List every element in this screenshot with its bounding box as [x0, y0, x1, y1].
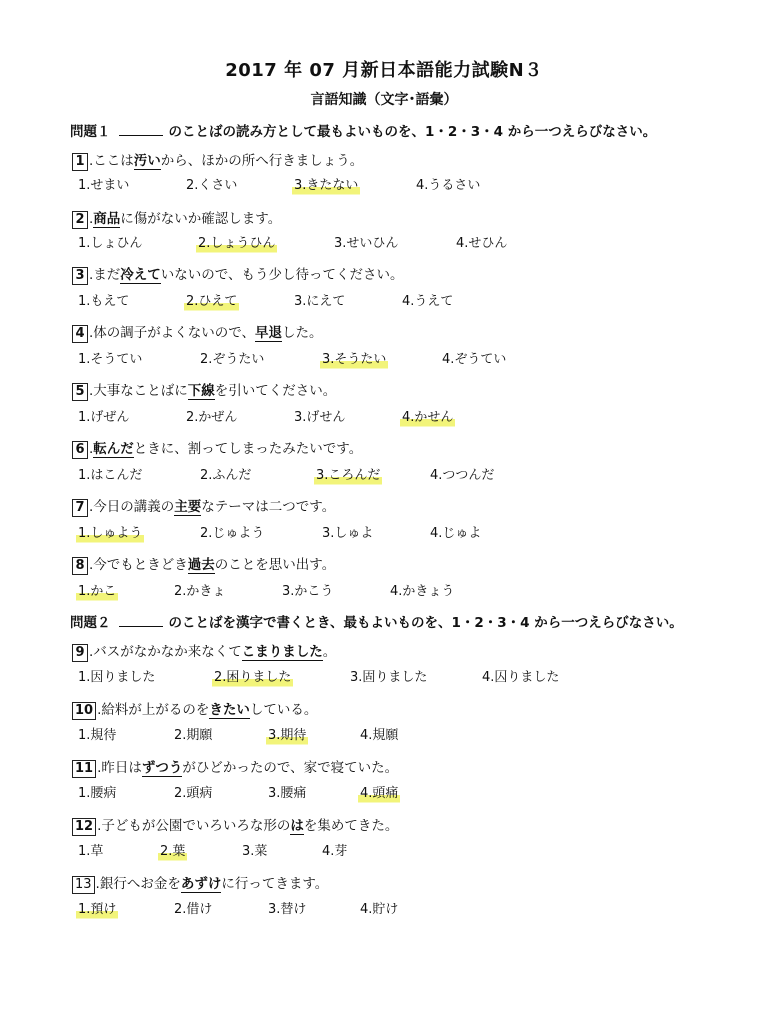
answer-option: 1.腰病 [78, 786, 117, 801]
highlighted-answer-option: 2.しょうひん [196, 234, 277, 254]
highlighted-answer-option: 1.預け [76, 900, 118, 920]
question-text-after: に行ってきます。 [221, 876, 329, 892]
answer-option: 2.じゅよう [200, 526, 265, 541]
question-7 [72, 496, 335, 518]
answer-options-3 [76, 292, 716, 312]
underlined-word: 汚い [133, 153, 161, 169]
highlighted-answer-option: 4.頭痛 [358, 784, 400, 804]
underlined-word: 過去 [187, 557, 215, 573]
question-text-after: 。 [322, 644, 337, 660]
answer-options-5 [76, 408, 716, 428]
page-subtitle: 言語知識（文字･語彙） [310, 92, 458, 108]
question-text-before: .銀行へお金を [95, 876, 181, 892]
highlighted-answer-option: 2.困りました [212, 668, 293, 688]
answer-blank [119, 614, 163, 627]
section-label: 問題１ [70, 124, 111, 140]
answer-option: 4.貯け [360, 902, 399, 917]
question-text-before: .昨日は [97, 760, 142, 776]
question-text-after: のことを思い出す。 [214, 557, 336, 573]
question-number-box: 9 [72, 644, 88, 662]
question-3 [72, 264, 404, 286]
answer-option: 2.期願 [174, 728, 213, 743]
answer-option: 1.もえて [78, 294, 130, 309]
answer-option: 1.そうてい [78, 352, 143, 367]
question-text-after: から、ほかの所へ行きましょう。 [160, 153, 364, 169]
question-number-box: 12 [72, 818, 96, 836]
answer-options-1 [76, 176, 716, 196]
question-13 [72, 873, 328, 895]
answer-option: 1.しょひん [78, 236, 143, 251]
question-number-box: 2 [72, 211, 88, 229]
underlined-word: 主要 [174, 499, 202, 515]
answer-option: 4.つつんだ [430, 468, 495, 483]
question-number-box: 11 [72, 760, 96, 778]
question-text-before: .ここは [89, 153, 134, 169]
question-text-before: .給料が上がるのを [97, 702, 210, 718]
answer-option: 4.うえて [402, 294, 454, 309]
question-text-before: .大事なことばに [89, 383, 188, 399]
underlined-word: 下線 [187, 383, 215, 399]
underlined-word: 冷えて [120, 267, 161, 283]
answer-option: 2.頭病 [174, 786, 213, 801]
question-number-box: 1 [72, 153, 88, 171]
question-text-before: . [89, 441, 94, 457]
highlighted-answer-option: 4.かせん [400, 408, 455, 428]
answer-options-7 [76, 524, 716, 544]
question-text-after: を引いてください。 [214, 383, 337, 399]
question-text-after: がひどかったので、家で寝ていた。 [182, 760, 399, 776]
question-6 [72, 438, 362, 460]
answer-option: 1.草 [78, 844, 104, 859]
answer-option: 4.せひん [456, 236, 508, 251]
highlighted-answer-option: 2.ひえて [184, 292, 239, 312]
answer-option: 2.ぞうたい [200, 352, 265, 367]
question-text-before: . [89, 211, 94, 227]
answer-option: 3.腰痛 [268, 786, 307, 801]
highlighted-answer-option: 3.ころんだ [314, 466, 382, 486]
answer-option: 4.じゅよ [430, 526, 482, 541]
underlined-word: 転んだ [93, 441, 134, 457]
question-8 [72, 554, 335, 576]
answer-option: 3.固りました [350, 670, 428, 685]
answer-options-10 [76, 726, 716, 746]
underlined-word: あずけ [180, 876, 222, 892]
answer-option: 3.にえて [294, 294, 346, 309]
section-label: 問題２ [70, 615, 111, 631]
answer-option: 4.うるさい [416, 178, 481, 193]
answer-blank [119, 123, 163, 136]
answer-options-11 [76, 784, 716, 804]
answer-option: 4.芽 [322, 844, 348, 859]
answer-option: 3.替け [268, 902, 307, 917]
question-number-box: 10 [72, 702, 96, 720]
answer-option: 2.くさい [186, 178, 238, 193]
underlined-word: 早退 [255, 325, 283, 341]
question-number-box: 4 [72, 325, 88, 343]
answer-option: 4.ぞうてい [442, 352, 507, 367]
underlined-word: ずつう [141, 760, 183, 776]
highlighted-answer-option: 1.しゅよう [76, 524, 144, 544]
underlined-word: こまりました [241, 644, 323, 660]
answer-option: 1.せまい [78, 178, 130, 193]
answer-option: 2.かきょ [174, 584, 226, 599]
question-text-after: なテーマは二つです。 [201, 499, 336, 515]
answer-option: 3.しゅよ [322, 526, 374, 541]
answer-options-6 [76, 466, 716, 486]
question-number-box: 13 [72, 876, 95, 894]
answer-option: 1.因りました [78, 670, 156, 685]
answer-option: 2.かぜん [186, 410, 238, 425]
question-text-after: ときに、割ってしまったみたいです。 [133, 441, 363, 457]
answer-option: 3.げせん [294, 410, 346, 425]
question-text-before: .まだ [89, 267, 121, 283]
answer-options-9 [76, 668, 716, 688]
question-text-before: .バスがなかなか来なくて [89, 644, 242, 660]
answer-option: 1.はこんだ [78, 468, 143, 483]
question-number-box: 3 [72, 267, 88, 285]
question-10 [72, 699, 317, 721]
answer-option: 4.囚りました [482, 670, 560, 685]
underlined-word: 商品 [93, 211, 121, 227]
highlighted-answer-option: 1.かこ [76, 582, 118, 602]
answer-option: 1.規待 [78, 728, 117, 743]
answer-option: 1.げぜん [78, 410, 130, 425]
answer-option: 3.菜 [242, 844, 268, 859]
answer-option: 4.かきょう [390, 584, 455, 599]
page-title: 2017 年 07 月新日本語能力試験N３ [225, 60, 543, 81]
highlighted-answer-option: 2.葉 [158, 842, 187, 862]
question-9 [72, 641, 336, 663]
section-heading-1 [70, 120, 656, 140]
answer-option: 3.せいひん [334, 236, 399, 251]
question-text-before: .今日の講義の [89, 499, 175, 515]
question-2 [72, 208, 281, 230]
question-text-before: .今でもときどき [89, 557, 188, 573]
question-text-before: .体の調子がよくないので、 [89, 325, 256, 341]
question-5 [72, 380, 336, 402]
answer-options-8 [76, 582, 716, 602]
answer-option: 2.ふんだ [200, 468, 252, 483]
section-heading-2 [70, 611, 683, 631]
answer-options-4 [76, 350, 716, 370]
answer-option: 3.かこう [282, 584, 334, 599]
answer-options-2 [76, 234, 716, 254]
question-text-after: いないので、もう少し待ってください。 [160, 267, 404, 283]
question-text-before: .子どもが公園でいろいろな形の [97, 818, 291, 834]
answer-option: 4.規願 [360, 728, 399, 743]
answer-option: 2.借け [174, 902, 213, 917]
question-number-box: 8 [72, 557, 88, 575]
section-instruction: のことばを漢字で書くとき、最もよいものを、1・2・3・4 から一つえらびなさい。 [168, 615, 683, 631]
question-11 [72, 757, 398, 779]
question-text-after: を集めてきた。 [303, 818, 399, 834]
question-4 [72, 322, 323, 344]
section-instruction: のことばの読み方として最もよいものを、1・2・3・4 から一つえらびなさい。 [168, 124, 657, 140]
underlined-word: きたい [209, 702, 250, 718]
question-number-box: 6 [72, 441, 88, 459]
question-1 [72, 150, 363, 172]
question-12 [72, 815, 398, 837]
answer-options-13 [76, 900, 716, 920]
answer-options-12 [76, 842, 716, 862]
highlighted-answer-option: 3.期待 [266, 726, 308, 746]
question-number-box: 7 [72, 499, 88, 517]
underlined-word: は [290, 818, 304, 834]
question-text-after: した。 [282, 325, 323, 341]
question-text-after: している。 [249, 702, 318, 718]
question-number-box: 5 [72, 383, 88, 401]
question-text-after: に傷がないか確認します。 [120, 211, 282, 227]
highlighted-answer-option: 3.きたない [292, 176, 360, 196]
highlighted-answer-option: 3.そうたい [320, 350, 388, 370]
